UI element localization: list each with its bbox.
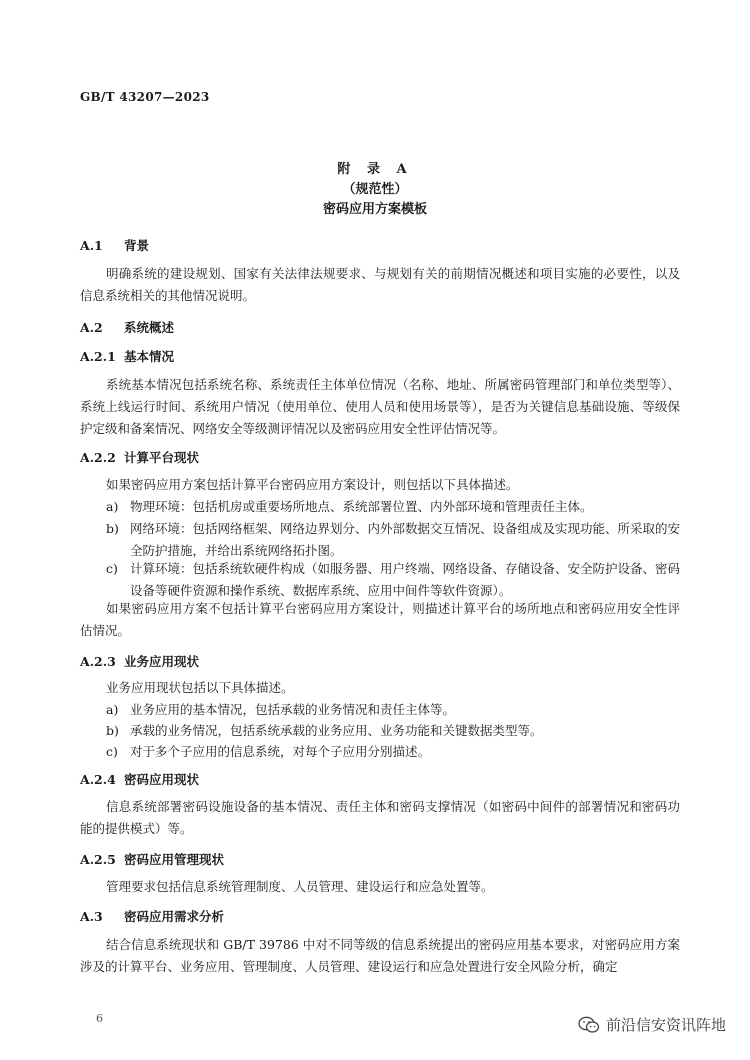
list-item: [106, 720, 680, 742]
heading-number: A.2.5: [80, 852, 116, 867]
heading-number: A.3: [80, 909, 103, 924]
wechat-icon: [578, 1016, 600, 1034]
heading-a2-1: [80, 347, 174, 365]
heading-title: 密码应用需求分析: [124, 909, 225, 924]
list-item: [106, 558, 680, 602]
standard-number: GB/T 43207—2023: [80, 90, 210, 104]
heading-number: A.2: [80, 320, 103, 335]
list-marker: a): [106, 499, 119, 514]
heading-title: 计算平台现状: [124, 450, 200, 465]
heading-title: 密码应用管理现状: [124, 852, 225, 867]
paragraph: 明确系统的建设规划、国家有关法律法规要求、与规划有关的前期情况概述和项目实施的必要性，以及信息系统相关的其他情况说明。: [80, 266, 680, 303]
paragraph: 如果密码应用方案包括计算平台密码应用方案设计，则包括以下具体描述。: [106, 477, 519, 492]
list-text: 网络环境：包括网络框架、网络边界划分、内外部数据交互情况、设备组成及实现功能、所采取的安全防护措施，并给出系统网络拓扑图。: [130, 521, 681, 558]
watermark: [578, 1014, 726, 1035]
heading-number: A.1: [80, 238, 103, 253]
appendix-subtitle: （规范性）: [342, 182, 408, 197]
heading-a1: [80, 236, 149, 254]
paragraph: 管理要求包括信息系统管理制度、人员管理、建设运行和应急处置等。: [106, 879, 494, 894]
heading-a3: [80, 907, 224, 925]
heading-a2-3: [80, 652, 199, 670]
appendix-name: 密码应用方案模板: [322, 202, 427, 217]
heading-a2-2: [80, 448, 199, 466]
heading-a2-4: [80, 770, 199, 788]
list-marker: b): [106, 521, 119, 536]
paragraph: 系统基本情况包括系统名称、系统责任主体单位情况（名称、地址、所属密码管理部门和单位类型等）、系统上线运行时间、系统用户情况（使用单位、使用人员和使用场景等），是否为关键信息基础设施、等级保护定级和备案情况、网络安全等级测评情况以及密码应用安全性评估情况等。: [80, 377, 680, 436]
list-item: [106, 699, 680, 721]
list-marker: c): [106, 744, 118, 759]
heading-title: 基本情况: [124, 349, 175, 364]
paragraph: 结合信息系统现状和 GB/T 39786 中对不同等级的信息系统提出的密码应用基本要求，对密码应用方案涉及的计算平台、业务应用、管理制度、人员管理、建设运行和应急处置进行安全风险分析，确定: [80, 937, 680, 974]
heading-number: A.2.1: [80, 349, 116, 364]
list-marker: c): [106, 561, 118, 576]
list-item: [106, 741, 680, 763]
list-text: 物理环境：包括机房或重要场所地点、系统部署位置、内外部环境和管理责任主体。: [130, 499, 593, 514]
page-number: 6: [96, 1012, 103, 1025]
paragraph: 如果密码应用方案不包括计算平台密码应用方案设计，则描述计算平台的场所地点和密码应用安全性评估情况。: [80, 601, 680, 638]
list-item: [106, 518, 680, 562]
heading-title: 系统概述: [124, 320, 175, 335]
heading-title: 背景: [124, 238, 150, 253]
heading-a2-5: [80, 850, 224, 868]
paragraph: 业务应用现状包括以下具体描述。: [106, 680, 294, 695]
heading-title: 业务应用现状: [124, 654, 200, 669]
appendix-title: 附 录 A: [337, 162, 413, 177]
list-text: 计算环境：包括系统软硬件构成（如服务器、用户终端、网络设备、存储设备、安全防护设备、密码设备等硬件资源和操作系统、数据库系统、应用中间件等软件资源）。: [130, 561, 681, 598]
list-text: 承载的业务情况，包括系统承载的业务应用、业务功能和关键数据类型等。: [130, 723, 543, 738]
heading-title: 密码应用现状: [124, 772, 200, 787]
heading-number: A.2.3: [80, 654, 116, 669]
list-item: [106, 496, 680, 518]
heading-a2: [80, 318, 174, 336]
list-marker: a): [106, 702, 119, 717]
list-marker: b): [106, 723, 119, 738]
heading-number: A.2.4: [80, 772, 116, 787]
watermark-text: 前沿信安资讯阵地: [605, 1016, 726, 1034]
heading-number: A.2.2: [80, 450, 116, 465]
list-text: 业务应用的基本情况，包括承载的业务情况和责任主体等。: [130, 702, 456, 717]
paragraph: 信息系统部署密码设施设备的基本情况、责任主体和密码支撑情况（如密码中间件的部署情况和密码功能的提供模式）等。: [80, 799, 680, 836]
list-text: 对于多个子应用的信息系统，对每个子应用分别描述。: [130, 744, 431, 759]
